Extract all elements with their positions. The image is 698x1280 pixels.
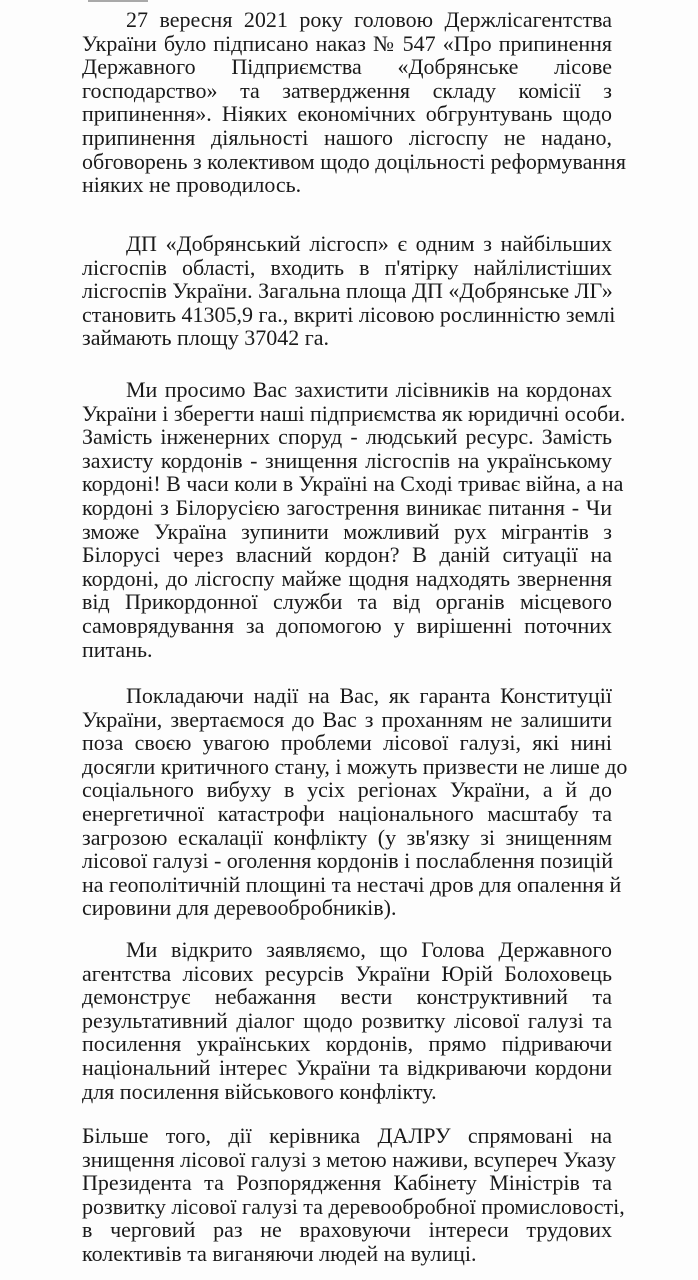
text-line: Президента та Розпорядження Кабінету Міністрів та bbox=[82, 1170, 612, 1196]
text-line: кордоні, до лісгоспу майже щодня надходять звернення bbox=[82, 565, 612, 591]
text-line: агентства лісових ресурсів України Юрій Болоховець bbox=[82, 960, 612, 986]
text-line: України і зберегти наші підприємства як юридичні особи. bbox=[82, 400, 626, 426]
text-line: захисту кордонів - знищення лісгоспів на українському bbox=[82, 447, 612, 473]
text-line: лісгоспів області, входить в п'ятірку найлілистіших bbox=[82, 254, 612, 280]
text-line: лісгоспів України. Загальна площа ДП «Добрянське ЛГ» bbox=[82, 278, 613, 304]
text-line: посилення українських кордонів, прямо підриваючи bbox=[82, 1031, 612, 1057]
text-line: досягли критичного стану, і можуть призвести не лише до bbox=[82, 753, 628, 779]
text-line: від Прикордонної служби та від органів місцевого bbox=[82, 589, 612, 615]
text-line: демонструє небажання вести конструктивний та bbox=[82, 984, 612, 1010]
text-line: в черговий раз не враховуючи інтереси трудових bbox=[82, 1217, 612, 1243]
paragraph-request-protection bbox=[82, 377, 626, 662]
text-line: припинення». Ніяких економічних обгрунтувань щодо bbox=[82, 101, 612, 127]
text-line: Більше того, дії керівника ДАЛРУ спрямовані на bbox=[82, 1123, 612, 1148]
paragraph-appeal-guarantor bbox=[82, 683, 628, 921]
text-line: обговорень з колективом щодо доцільності реформування bbox=[82, 148, 627, 174]
text-line: Білорусі через власний кордон? В даній ситуації на bbox=[82, 542, 612, 568]
text-line: Покладаючи надії на Вас, як гаранта Конституції bbox=[126, 683, 612, 708]
text-line: поза своєю увагою проблеми лісової галузі, які нині bbox=[82, 730, 612, 756]
text-line: ніяких не проводилось. bbox=[82, 172, 302, 198]
text-line: становить 41305,9 га., вкриті лісовою рослинністю землі bbox=[82, 301, 616, 327]
text-line: кордоні з Білорусією загострення виникає питання - Чи bbox=[82, 494, 612, 520]
text-line: Державного Підприємства «Добрянське лісове bbox=[82, 54, 612, 80]
text-line: Ми просимо Вас захистити лісівників на кордонах bbox=[126, 377, 612, 402]
text-line: господарство» та затвердження складу комісії з bbox=[82, 77, 612, 103]
text-line: енергетичної катастрофи національного масштабу та bbox=[82, 800, 612, 826]
text-line: питань. bbox=[82, 636, 153, 662]
paragraph-order-signing bbox=[82, 7, 627, 198]
text-line: розвитку лісової галузі та деревообробної промисловості, bbox=[82, 1193, 625, 1219]
text-line: самоврядування за допомогою у вирішенні поточних bbox=[82, 612, 612, 638]
paragraph-enterprise-info bbox=[82, 231, 616, 351]
text-line: займають площу 37042 га. bbox=[82, 325, 330, 351]
text-line: національний інтерес України та відкриваючи кордони bbox=[82, 1054, 612, 1080]
text-line: припинення діяльності нашого лісгоспу не надано, bbox=[82, 124, 612, 150]
paragraph-moreover bbox=[82, 1123, 625, 1266]
text-line: кордоні! В часи коли в Україні на Сході триває війна, а на bbox=[82, 471, 624, 497]
text-line: Замість інженерних споруд - людський ресурс. Замість bbox=[82, 424, 612, 450]
text-line: 27 вересня 2021 року головою Держлісагентства bbox=[126, 7, 612, 32]
paragraph-open-statement bbox=[82, 938, 612, 1103]
text-line: на геополітичній площині та нестачі дров для опалення й bbox=[82, 871, 622, 897]
text-line: соціального вибуху в усіх регіонах України, а й до bbox=[82, 777, 612, 803]
text-line: сировини для деревообробників). bbox=[82, 895, 397, 921]
text-line: загрозою ескалації конфлікту (у зв'язку зі знищенням bbox=[82, 824, 612, 850]
text-line: ДП «Добрянський лісгосп» є одним з найбільших bbox=[126, 231, 612, 256]
text-line: знищення лісової галузі з метою наживи, всупереч Указу bbox=[82, 1146, 616, 1172]
text-line: колективів та виганяючи людей на вулиці. bbox=[82, 1240, 477, 1266]
top-edge-mark bbox=[88, 0, 148, 2]
text-line: результативний діалог щодо розвитку лісової галузі та bbox=[82, 1007, 612, 1033]
text-line: зможе Україна зупинити можливий рух мігрантів з bbox=[82, 518, 612, 544]
text-line: України було підписано наказ № 547 «Про припинення bbox=[82, 30, 612, 56]
text-line: Ми відкрито заявляємо, що Голова Державного bbox=[126, 937, 612, 962]
text-line: для посилення військового конфлікту. bbox=[82, 1078, 437, 1104]
text-line: лісової галузі - оголення кордонів і послаблення позицій bbox=[82, 848, 614, 874]
text-line: України, звертаємося до Вас з проханням не залишити bbox=[82, 706, 612, 732]
